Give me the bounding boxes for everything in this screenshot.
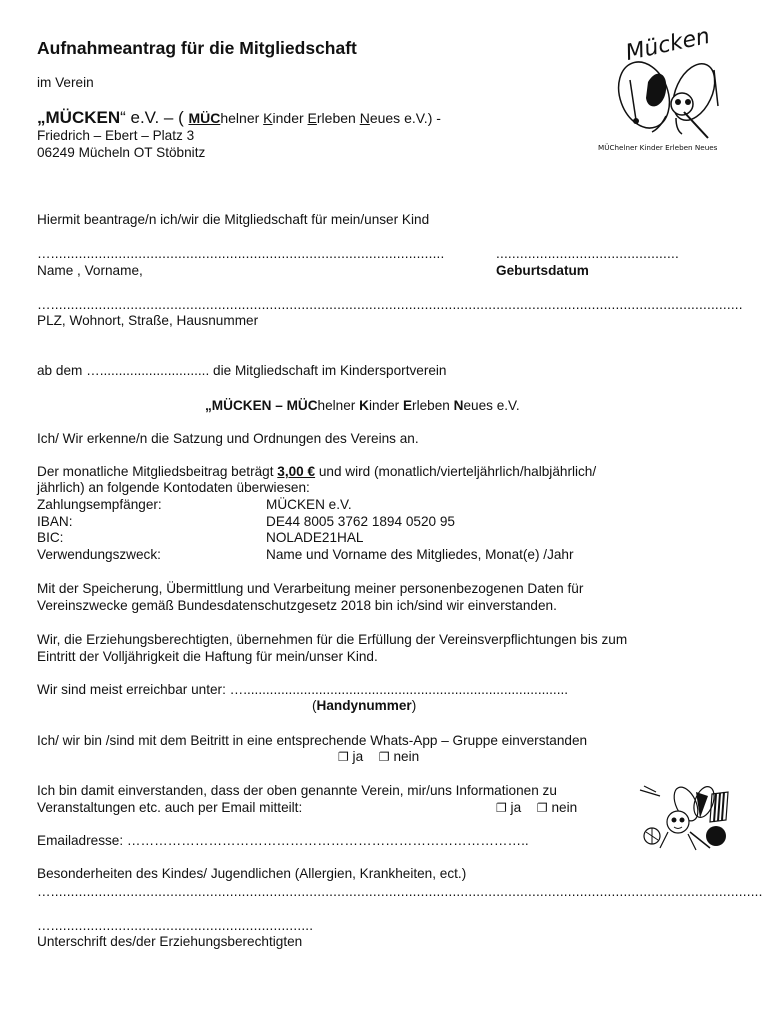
- acronym-n: N: [359, 110, 370, 126]
- acronym-muc: MÜC: [188, 110, 221, 126]
- club-line-muc: MÜC: [286, 398, 318, 413]
- whatsapp-nein-option[interactable]: [379, 749, 419, 764]
- club-line-rest-3: rleben: [412, 398, 454, 413]
- address-field[interactable]: …..............................................................................................................................................................................: [37, 297, 743, 312]
- club-name: MÜCKEN: [45, 108, 121, 127]
- haftung-line-1: Wir, die Erziehungsberechtigten, übernehmen für die Erfüllung der Vereinsverpflichtungen bis zum: [37, 632, 628, 647]
- acronym-rest-1: helner: [220, 110, 264, 126]
- start-date-line: [37, 363, 447, 379]
- start-date-field[interactable]: ab dem ….............................: [37, 363, 210, 378]
- checkbox-icon[interactable]: ❐: [338, 750, 349, 764]
- club-city: 06249 Mücheln OT Stöbnitz: [37, 145, 206, 160]
- beitrag-line-1: [37, 464, 596, 480]
- club-line-rest-2: inder: [368, 398, 403, 413]
- acronym-e: E: [307, 110, 317, 126]
- club-line: [205, 398, 520, 414]
- whatsapp-options: [338, 749, 419, 765]
- acronym-k: K: [263, 110, 273, 126]
- bank-label-recipient: Zahlungsempfänger:: [37, 497, 162, 512]
- whatsapp-text: Ich/ wir bin /sind mit dem Beitritt in eine entsprechende Whats-App – Gruppe einverstanden: [37, 733, 588, 748]
- besonderheiten-field[interactable]: …...................................................................................................................................................................................: [37, 884, 763, 899]
- club-street: Friedrich – Ebert – Platz 3: [37, 128, 195, 143]
- club-line-e: E: [402, 398, 413, 413]
- email-ja-option[interactable]: [496, 800, 521, 815]
- besonderheiten-label: Besonderheiten des Kindes/ Jugendlichen (Allergien, Krankheiten, ect.): [37, 866, 467, 881]
- satzung-text: Ich/ Wir erkenne/n die Satzung und Ordnungen des Vereins an.: [37, 431, 419, 446]
- sports-mosquito-image: [630, 782, 740, 857]
- bank-value-recipient: MÜCKEN e.V.: [266, 497, 352, 512]
- email-field[interactable]: Emailadresse: ……………………………………………………………………………..: [37, 833, 529, 848]
- sports-mosquito-icon: [630, 782, 740, 857]
- dsgvo-line-1: Mit der Speicherung, Übermittlung und Verarbeitung meiner personenbezogenen Daten für: [37, 581, 584, 596]
- beitrag-text-1: Der monatliche Mitgliedsbeitrag beträgt: [37, 464, 278, 479]
- club-line-k: K: [359, 398, 369, 413]
- bank-value-bic: NOLADE21HAL: [266, 530, 364, 545]
- phone-hint-close: ): [411, 698, 417, 713]
- phone-hint: [312, 698, 416, 714]
- bank-label-bic: BIC:: [37, 530, 64, 545]
- birthdate-field[interactable]: ..............................................: [496, 246, 679, 261]
- whatsapp-ja-option[interactable]: [338, 749, 363, 764]
- email-nein-label: nein: [547, 800, 578, 815]
- name-label: Name , Vorname,: [37, 263, 143, 278]
- intro-text: Hiermit beantrage/n ich/wir die Mitgliedschaft für mein/unser Kind: [37, 212, 430, 227]
- beitrag-text-2: und wird (monatlich/vierteljährlich/halbjährlich/: [315, 464, 597, 479]
- bank-label-iban: IBAN:: [37, 514, 73, 529]
- address-label: PLZ, Wohnort, Straße, Hausnummer: [37, 313, 259, 328]
- phone-field[interactable]: Wir sind meist erreichbar unter: …......................................................................................: [37, 682, 569, 697]
- email-consent-line-2: Veranstaltungen etc. auch per Email mitteilt:: [37, 800, 303, 815]
- signature-field[interactable]: …..................................................................: [37, 918, 314, 933]
- phone-hint-open: (: [312, 698, 317, 713]
- email-ja-label: ja: [506, 800, 522, 815]
- mosquito-logo-icon: [596, 20, 746, 160]
- club-line-rest-4: eues e.V.: [463, 398, 520, 413]
- dsgvo-line-2: Vereinszwecke gemäß Bundesdatenschutzgesetz 2018 bin ich/sind wir einverstanden.: [37, 598, 557, 613]
- bank-label-purpose: Verwendungszweck:: [37, 547, 161, 562]
- club-line-rest-1: helner: [317, 398, 360, 413]
- club-quote-close: “ e.V. – (: [120, 108, 189, 127]
- email-nein-option[interactable]: [537, 800, 577, 815]
- acronym-rest-4: eues e.V.) -: [369, 110, 441, 126]
- club-name-line: [37, 108, 441, 128]
- logo-title: Mücken: [623, 23, 713, 67]
- page-title: Aufnahmeantrag für die Mitgliedschaft: [37, 38, 357, 58]
- bank-value-purpose: Name und Vorname des Mitgliedes, Monat(e) /Jahr: [266, 547, 574, 562]
- logo-subtitle: MÜChelner Kinder Erleben Neues: [598, 143, 718, 152]
- signature-label: Unterschrift des/der Erziehungsberechtigten: [37, 934, 303, 949]
- phone-hint-label: Handynummer: [316, 698, 412, 713]
- club-quote-open: „: [37, 108, 46, 127]
- acronym-rest-3: rleben: [316, 110, 360, 126]
- whatsapp-nein-label: nein: [389, 749, 420, 764]
- checkbox-icon[interactable]: ❐: [496, 801, 507, 815]
- club-logo: [596, 20, 746, 160]
- beitrag-amount: 3,00 €: [277, 464, 316, 479]
- birthdate-label: Geburtsdatum: [496, 263, 589, 278]
- whatsapp-ja-label: ja: [348, 749, 364, 764]
- beitrag-line-2: jährlich) an folgende Kontodaten überwiesen:: [37, 480, 310, 495]
- checkbox-icon[interactable]: ❐: [378, 750, 390, 764]
- checkbox-icon[interactable]: ❐: [536, 801, 548, 815]
- club-line-n: N: [453, 398, 464, 413]
- haftung-line-2: Eintritt der Volljährigkeit die Haftung für mein/unser Kind.: [37, 649, 378, 664]
- club-line-name: „MÜCKEN –: [205, 398, 287, 413]
- im-verein-text: im Verein: [37, 75, 94, 90]
- email-options: [496, 800, 577, 816]
- bank-value-iban: DE44 8005 3762 1894 0520 95: [266, 514, 455, 529]
- name-field[interactable]: …...................................................................................................: [37, 246, 445, 261]
- acronym-rest-2: inder: [272, 110, 308, 126]
- start-date-text: die Mitgliedschaft im Kindersportverein: [209, 363, 447, 378]
- email-consent-line-1: Ich bin damit einverstanden, dass der oben genannte Verein, mir/uns Informationen zu: [37, 783, 557, 798]
